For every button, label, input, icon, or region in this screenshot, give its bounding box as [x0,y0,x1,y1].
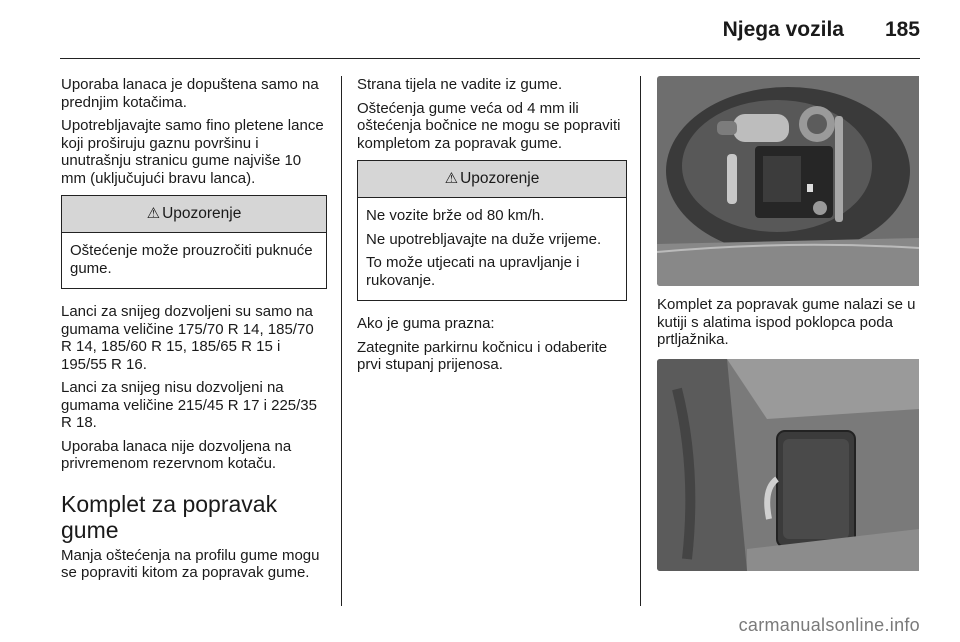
paragraph: Manja oštećenja na profilu gume mogu se popraviti kitom za popravak gume. [61,546,320,581]
warning-text: Oštećenje može prouzročiti puknuće gume. [70,242,313,277]
section-heading: Komplet za popravak gume [61,490,278,543]
column-left [61,76,327,588]
paragraph: Ako je guma prazna: [357,315,495,332]
column-divider [640,76,641,606]
warning-body [358,198,626,300]
warning-triangle-icon: ⚠ [146,205,161,223]
warning-header [62,196,326,233]
warning-box [357,160,627,301]
paragraph: Lanci za snijeg dozvoljeni su samo na gumama veličine 175/70 R 14, 185/70 R 14, 185/60 R 15, 185/65 R 15 i 195/55 R 16. [61,303,314,373]
paragraph: Upotrebljavajte samo fino pletene lance koji proširuju gaznu površinu i unutrašnju stranicu gume najviše 10 mm (uključujući bravu lanca). [61,117,324,187]
page-number: 185 [884,18,920,41]
warning-title: Upozorenje [460,170,540,188]
photo-tyre-repair-kit-box-in-trunk [657,359,923,571]
warning-body [62,233,326,288]
paragraph: Uporaba lanaca nije dozvoljena na privremenom rezervnom kotaču. [61,437,292,472]
warning-text: Ne vozite brže od 80 km/h. [366,207,545,224]
column-divider [341,76,342,606]
chapter-title: Njega vozila [722,18,844,41]
warning-header [358,161,626,198]
warning-box [61,195,327,289]
paragraph: Oštećenja gume veća od 4 mm ili oštećenja bočnice ne mogu se popraviti kompletom za popravak gume. [357,99,621,152]
paragraph: Lanci za snijeg nisu dozvoljeni na gumama veličine 215/45 R 17 i 225/35 R 18. [61,379,317,431]
paragraph: Zategnite parkirnu kočnicu i odaberite prvi stupanj prijenosa. [357,338,608,373]
photo-tyre-repair-kit-in-toolbox [657,76,923,286]
warning-triangle-icon: ⚠ [444,170,459,188]
image-caption: Komplet za popravak gume nalazi se u kutiji s alatima ispod poklopca poda prtljažnika. [657,296,916,348]
warning-title: Upozorenje [162,205,242,223]
warning-text: Ne upotrebljavajte na duže vrijeme. [366,230,602,248]
paragraph: Uporaba lanaca je dopuštena samo na prednjim kotačima. [61,76,319,111]
page-header [60,0,920,59]
warning-text: To može utjecati na upravljanje i rukovanje. [366,254,580,289]
paragraph: Strana tijela ne vadite iz gume. [357,76,563,93]
column-middle [357,76,627,380]
column-right [657,76,923,581]
watermark-text: carmanualsonline.info [738,615,920,635]
